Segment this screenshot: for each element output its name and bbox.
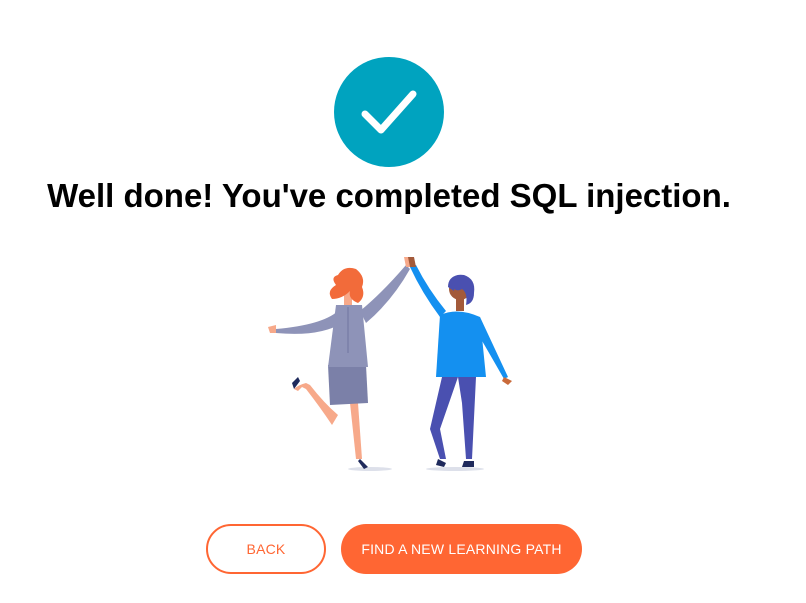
completion-heading: Well done! You've completed SQL injection. [47,177,731,214]
back-button[interactable]: BACK [206,524,326,574]
success-check-badge [334,57,444,167]
checkmark-icon [357,80,421,144]
high-five-illustration [262,253,518,478]
find-learning-path-button[interactable]: FIND A NEW LEARNING PATH [341,524,582,574]
